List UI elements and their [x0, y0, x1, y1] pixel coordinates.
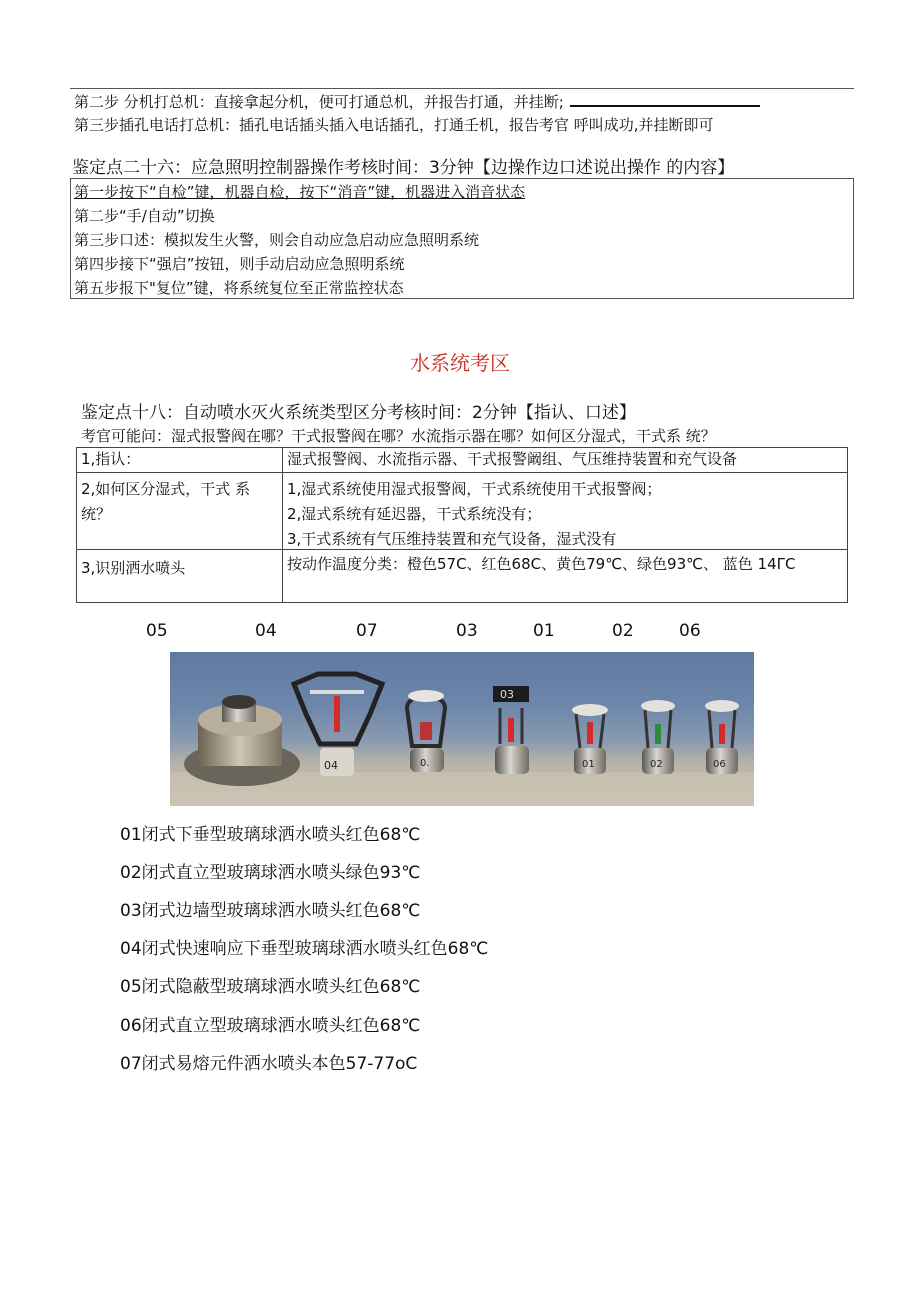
cell-text: 按动作温度分类：橙色57C、红色68C、黄色79℃、绿色93℃、 蓝色 14ΓC [287, 555, 796, 573]
step3-line: 第三步插孔电话打总机：插孔电话插头插入电话插孔，打通壬机，报告考官 呼叫成功,并挂断即可 [74, 116, 714, 134]
photo-tag: 0. [420, 758, 430, 769]
item26-step-4: 第四步接下“强启”按钮，则手动启动应急照明系统 [74, 255, 405, 273]
item26-heading: 鉴定点二十六：应急照明控制器操作考核时间：3分钟【边操作边口述说出操作 的内容】 [72, 158, 735, 178]
item18-heading: 鉴定点十八：自动喷水灭火系统类型区分考核时间：2分钟【指认、口述】 [81, 403, 636, 423]
sprinkler-07 [407, 690, 445, 772]
item26-step-1: 第一步按下“自检”键，机器自检，按下“消音”键，机器进入消音状态 [74, 183, 526, 201]
table-cell [283, 448, 848, 473]
item26-step-3: 第三步口述：模拟发生火警，则会自动应急启动应急照明系统 [74, 231, 480, 249]
item26-step-2: 第二步“手/自动”切换 [74, 207, 215, 225]
table-cell [283, 550, 848, 603]
sprinkler-item: 02闭式直立型玻璃球洒水喷头绿色93℃ [120, 863, 421, 883]
photo-label: 05 [146, 621, 168, 641]
photo-label: 02 [612, 621, 634, 641]
sprinkler-item: 05闭式隐蔽型玻璃球洒水喷头红色68℃ [120, 977, 421, 997]
table-row [77, 448, 848, 473]
item26-steps-box [70, 178, 854, 299]
photo-tag: 06 [713, 759, 726, 770]
sprinkler-01 [572, 704, 608, 774]
sprinkler-03 [493, 686, 529, 774]
sprinkler-04 [294, 674, 382, 776]
photo-label: 04 [255, 621, 277, 641]
sprinkler-photo [170, 652, 754, 806]
item18-question: 考官可能问：湿式报警阀在哪？干式报警阀在哪？水流指示器在哪？如何区分湿式，干式系 统？ [81, 427, 716, 445]
fill-blank [570, 93, 760, 107]
photo-tag: 04 [324, 759, 338, 772]
table-cell [77, 473, 283, 550]
sprinkler-item: 07闭式易熔元件洒水喷头本色57-77oC [120, 1054, 418, 1074]
photo-label: 01 [533, 621, 555, 641]
cell-text: 3,识别洒水喷头 [81, 559, 186, 577]
cell-line: 2,湿式系统有延迟器，干式系统没有； [287, 505, 542, 523]
sprinkler-item: 01闭式下垂型玻璃球洒水喷头红色68℃ [120, 825, 421, 845]
sprinkler-item: 04闭式快速响应下垂型玻璃球洒水喷头红色68℃ [120, 939, 489, 959]
sprinkler-05 [184, 695, 300, 786]
photo-label: 06 [679, 621, 701, 641]
photo-tag: 01 [582, 759, 595, 770]
cell-text: 2,如何区分湿式，干式 系统？ [81, 480, 251, 523]
cell-lines [287, 473, 843, 549]
step2-line [74, 91, 760, 112]
sprinkler-02 [641, 700, 675, 774]
sprinkler-06 [705, 700, 739, 774]
section-title: 水系统考区 [410, 351, 510, 375]
cell-line: 3,干式系统有气压维持装置和充气设备，湿式没有 [287, 530, 617, 548]
photo-tag: 02 [650, 759, 663, 770]
cell-line: 1,湿式系统使用湿式报警阀，干式系统使用干式报警阀； [287, 480, 662, 498]
sprinkler-photo-illustration [170, 652, 754, 806]
cell-text: 1,指认： [81, 450, 141, 468]
step2-text: 第二步 分机打总机：直接拿起分机，便可打通总机，并报告打通，并挂断; [74, 93, 564, 111]
sprinkler-table [76, 447, 848, 603]
photo-label: 07 [356, 621, 378, 641]
table-row [77, 550, 848, 603]
table-row [77, 473, 848, 550]
table-cell [77, 550, 283, 603]
cell-text: 湿式报警阀、水流指示器、干式报警阚组、气压维持装置和充气设备 [287, 450, 738, 468]
sprinkler-item: 06闭式直立型玻璃球洒水喷头红色68℃ [120, 1016, 421, 1036]
photo-label: 03 [456, 621, 478, 641]
top-rule [70, 88, 854, 89]
photo-tag: 03 [500, 688, 514, 701]
table-cell [77, 448, 283, 473]
sprinkler-item: 03闭式边墙型玻璃球洒水喷头红色68℃ [120, 901, 421, 921]
item26-step-5: 第五步报下"复位”键，将系统复位至正常监控状态 [74, 279, 404, 297]
table-cell [283, 473, 848, 550]
